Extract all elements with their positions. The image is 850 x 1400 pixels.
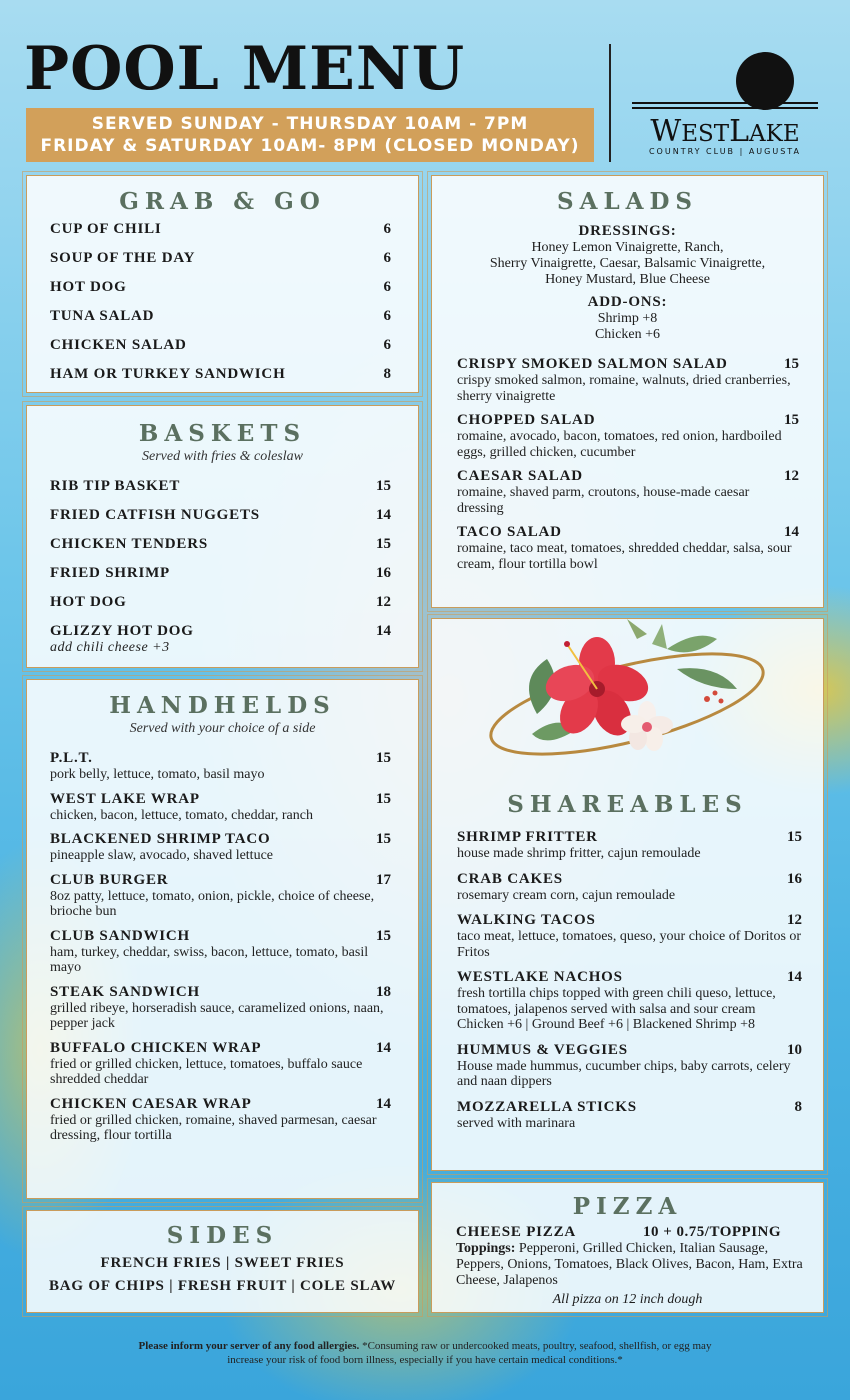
item-description: fried or grilled chicken, lettuce, tomatoes, buffalo sauce shredded cheddar [50, 1056, 363, 1087]
item-name: SOUP OF THE DAY [50, 250, 196, 266]
item-price: 6 [383, 308, 391, 324]
item-price: 14 [376, 1039, 391, 1056]
item-name: HAM OR TURKEY SANDWICH [50, 366, 286, 382]
westlake-logo [628, 52, 820, 162]
item-name: CLUB BURGER [50, 871, 169, 888]
item-price: 15 [376, 478, 391, 494]
baskets-list [50, 478, 393, 655]
item-price: 15 [784, 412, 799, 428]
menu-item [457, 1042, 802, 1090]
logo-rule [632, 107, 818, 109]
item-price: 8 [794, 1098, 802, 1115]
item-name: CLUB SANDWICH [50, 927, 191, 944]
logo-rule [632, 102, 818, 104]
baskets-section [26, 405, 419, 668]
item-price: 14 [784, 524, 799, 540]
item-price: 14 [376, 507, 391, 523]
allergy-disclaimer [120, 1339, 730, 1367]
item-description: house made shrimp fritter, cajun remoulade [457, 846, 701, 861]
item-price: 16 [376, 565, 391, 581]
section-title: BASKETS [138, 420, 307, 447]
menu-item [50, 831, 393, 864]
item-name: TACO SALAD [457, 524, 562, 540]
dressings-line: Honey Lemon Vinaigrette, Ranch, [531, 240, 724, 255]
menu-item [50, 221, 393, 250]
item-price: 14 [787, 969, 802, 985]
item-price: 15 [376, 536, 391, 552]
menu-item [457, 871, 802, 904]
handhelds-list [50, 750, 393, 1152]
item-name: P.L.T. [50, 750, 93, 766]
item-price: 15 [787, 829, 802, 845]
hours-banner [26, 108, 594, 162]
item-price: 8 [383, 366, 391, 382]
menu-item [50, 623, 393, 655]
item-description: romaine, avocado, bacon, tomatoes, red onion, hardboiled eggs, grilled chicken, cucumber [457, 429, 782, 460]
item-name: RIB TIP BASKET [50, 478, 181, 494]
item-name: CHICKEN CAESAR WRAP [50, 1095, 252, 1112]
item-description: grilled ribeye, horseradish sauce, caramelized onions, naan, pepper jack [50, 1000, 384, 1031]
item-name: SHRIMP FRITTER [457, 829, 598, 845]
menu-item [50, 928, 393, 976]
menu-item [457, 524, 797, 572]
item-description: fried or grilled chicken, romaine, shaved parmesan, caesar dressing, flour tortilla [50, 1112, 377, 1143]
item-price: 15 [376, 750, 391, 766]
item-price: 17 [376, 871, 391, 888]
item-price: 6 [383, 250, 391, 266]
section-title: HANDHELDS [109, 692, 336, 719]
hours-line-2: FRIDAY & SATURDAY 10AM- 8PM (CLOSED MONDAY) [40, 136, 580, 156]
menu-item [50, 536, 393, 565]
item-price: 6 [383, 221, 391, 237]
handhelds-section [26, 679, 419, 1199]
shareables-section [431, 618, 824, 1171]
item-price: 6 [383, 337, 391, 353]
item-price: 15 [784, 356, 799, 372]
section-title: SHAREABLES [507, 791, 748, 818]
menu-item [456, 1224, 798, 1241]
item-name: HOT DOG [50, 279, 127, 295]
sides-line: FRENCH FRIES | SWEET FRIES [100, 1255, 345, 1271]
pizza-note: All pizza on 12 inch dough [552, 1292, 703, 1307]
item-note: add chili cheese +3 [50, 640, 170, 655]
item-name: WALKING TACOS [457, 912, 596, 928]
menu-item [50, 565, 393, 594]
section-subtitle: Served with fries & coleslaw [142, 449, 303, 464]
menu-item [457, 912, 802, 960]
shareables-list [457, 829, 802, 1140]
item-description: pork belly, lettuce, tomato, basil mayo [50, 767, 265, 782]
addons-line: Chicken +6 [594, 327, 661, 342]
item-price: 16 [787, 870, 802, 887]
sides-section [26, 1210, 419, 1313]
addons-line: Shrimp +8 [597, 311, 658, 326]
menu-item [50, 308, 393, 337]
item-name: CHEESE PIZZA [456, 1224, 577, 1240]
item-price: 12 [376, 594, 391, 610]
item-description: crispy smoked salmon, romaine, walnuts, dried cranberries, sherry vinaigrette [457, 373, 791, 404]
item-description: fresh tortilla chips topped with green chili queso, lettuce, tomatoes, jalapenos served with salsa and sour cream Chicken +6 | Ground Beef +6 | Blackened Shrimp +8 [457, 986, 776, 1032]
item-description: chicken, bacon, lettuce, tomato, cheddar, ranch [50, 807, 313, 823]
toppings-list: Pepperoni, Grilled Chicken, Italian Sausage, Peppers, Onions, Tomatoes, Black Olives, Bacon, Ham, Extra Cheese, Jalapenos [456, 1241, 803, 1288]
item-description: served with marinara [457, 1115, 576, 1131]
menu-item [50, 750, 393, 783]
menu-item [50, 1096, 393, 1144]
item-description: romaine, taco meat, tomatoes, shredded cheddar, salsa, sour cream, flour tortilla bowl [457, 541, 792, 572]
item-name: BUFFALO CHICKEN WRAP [50, 1039, 262, 1056]
menu-header [0, 0, 850, 175]
page-title: POOL MENU [24, 34, 466, 104]
menu-item [457, 412, 797, 460]
item-name: HOT DOG [50, 594, 127, 610]
item-price: 14 [376, 623, 391, 639]
hours-line-1: SERVED SUNDAY - THURSDAY 10AM - 7PM [91, 114, 529, 134]
item-name: FRIED SHRIMP [50, 565, 171, 581]
menu-item [50, 279, 393, 308]
item-name: GLIZZY HOT DOG [50, 623, 194, 639]
salads-list [457, 356, 797, 580]
section-subtitle: Served with your choice of a side [129, 721, 316, 736]
pizza-toppings [456, 1241, 803, 1289]
item-name: CHICKEN SALAD [50, 337, 187, 353]
menu-item [457, 1099, 802, 1132]
section-title: SIDES [166, 1222, 279, 1249]
item-price: 12 [787, 912, 802, 928]
menu-item [50, 984, 393, 1032]
item-name: CUP OF CHILI [50, 221, 162, 237]
menu-item [50, 791, 393, 824]
logo-subtitle: COUNTRY CLUB | AUGUSTA [648, 147, 802, 156]
header-divider [609, 44, 611, 162]
item-price: 15 [376, 927, 391, 944]
menu-item [457, 468, 797, 516]
menu-item [457, 969, 802, 1033]
menu-item [50, 872, 393, 920]
item-description: 8oz patty, lettuce, tomato, onion, pickle, choice of cheese, brioche bun [50, 888, 375, 919]
item-name: STEAK SANDWICH [50, 983, 200, 1000]
menu-item [50, 1040, 393, 1088]
item-name: HUMMUS & VEGGIES [457, 1041, 628, 1058]
disclaimer-bold: Please inform your server of any food allergies. [138, 1340, 360, 1352]
dressings-line: Sherry Vinaigrette, Caesar, Balsamic Vinaigrette, [489, 256, 766, 271]
section-title: GRAB & GO [119, 188, 326, 215]
item-price: 10 [787, 1041, 802, 1058]
item-price: 10 + 0.75/TOPPING [643, 1224, 782, 1240]
item-name: MOZZARELLA STICKS [457, 1098, 637, 1115]
item-name: CRAB CAKES [457, 870, 563, 887]
item-price: 14 [376, 1095, 391, 1112]
item-price: 15 [376, 831, 391, 847]
disclaimer-text: *Consuming raw or undercooked meats, poultry, seafood, shellfish, or egg may increase your risk of food born illness, especially if you have certain medical conditions.* [227, 1340, 712, 1366]
item-name: BLACKENED SHRIMP TACO [50, 831, 271, 847]
item-price: 6 [383, 279, 391, 295]
menu-item [457, 829, 802, 862]
menu-item [50, 594, 393, 623]
item-price: 18 [376, 983, 391, 1000]
sides-line: BAG OF CHIPS | FRESH FRUIT | COLE SLAW [48, 1278, 397, 1294]
addons-heading: ADD-ONS: [587, 294, 668, 310]
menu-item [50, 337, 393, 366]
dressings-heading: DRESSINGS: [578, 223, 677, 239]
item-name: CAESAR SALAD [457, 468, 583, 484]
item-description: rosemary cream corn, cajun remoulade [457, 887, 676, 903]
grab-and-go-section [26, 175, 419, 393]
item-price: 15 [376, 790, 391, 807]
section-title: SALADS [556, 188, 699, 215]
item-name: WESTLAKE NACHOS [457, 969, 623, 985]
menu-item [50, 478, 393, 507]
salads-section [431, 175, 824, 608]
item-name: CHOPPED SALAD [457, 412, 596, 428]
menu-item [50, 507, 393, 536]
item-name: FRIED CATFISH NUGGETS [50, 507, 260, 523]
item-description: pineapple slaw, avocado, shaved lettuce [50, 848, 274, 863]
logo-wordmark: WESTLAKE [650, 114, 800, 149]
item-description: romaine, shaved parm, croutons, house-made caesar dressing [457, 485, 750, 516]
hibiscus-flower-icon [477, 619, 777, 779]
item-description: House made hummus, cucumber chips, baby carrots, celery and naan dippers [457, 1058, 791, 1089]
item-description: taco meat, lettuce, tomatoes, queso, your choice of Doritos or Fritos [457, 929, 802, 960]
item-price: 12 [784, 468, 799, 484]
grab-and-go-list [50, 221, 393, 395]
item-description: ham, turkey, cheddar, swiss, bacon, lettuce, tomato, basil mayo [50, 944, 369, 975]
dressings-line: Honey Mustard, Blue Cheese [545, 272, 710, 287]
menu-item [457, 356, 797, 404]
item-name: CRISPY SMOKED SALMON SALAD [457, 356, 728, 372]
item-name: WEST LAKE WRAP [50, 790, 200, 807]
menu-item [50, 366, 393, 395]
item-name: TUNA SALAD [50, 308, 155, 324]
menu-item [50, 250, 393, 279]
section-title: PIZZA [572, 1193, 683, 1220]
toppings-label: Toppings: [456, 1241, 516, 1256]
item-name: CHICKEN TENDERS [50, 536, 209, 552]
pizza-section [431, 1182, 824, 1313]
